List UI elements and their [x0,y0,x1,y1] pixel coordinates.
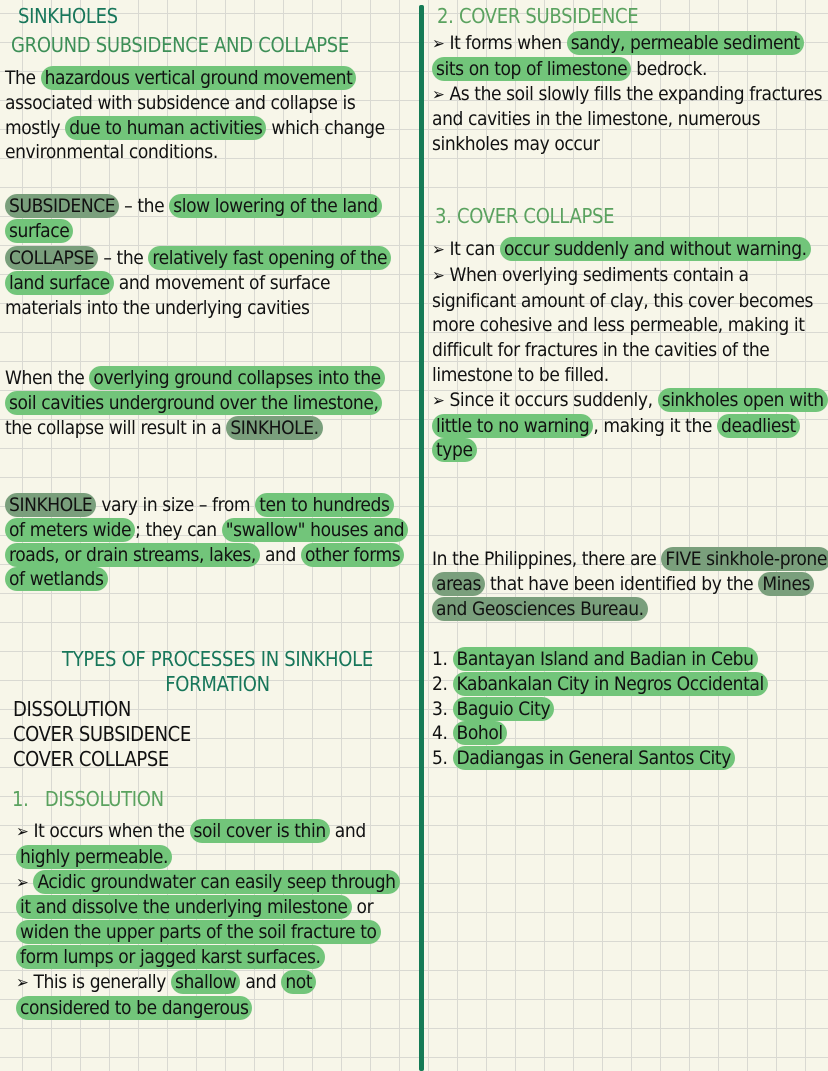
highlight: deadliest type [432,414,800,463]
area-list-item [432,746,828,771]
text: and [240,970,282,993]
highlight: soil cover is thin [190,819,330,843]
bullet [16,819,405,870]
text: This is generally [28,970,171,993]
dissolution-bullets [16,819,405,1020]
item-number: 1. [432,648,453,670]
subsidence-definition [5,194,410,244]
bullet [16,970,405,1021]
highlight: hazardous vertical ground movement [41,66,357,90]
arrow-bullet-icon: ➢ [432,265,445,286]
heading-number: 1. [12,787,29,811]
arrow-bullet-icon: ➢ [432,390,445,411]
text: ; they can [135,518,222,541]
text: As the soil slowly fills the expanding fractures and cavities in the limestone, numerous sinkholes may occur [432,82,823,156]
term-highlight: SUBSIDENCE [5,194,119,218]
highlight: sinkholes open with little to no warning [432,388,828,438]
text: and [259,543,301,566]
item-number: 5. [432,747,453,770]
heading-text: DISSOLUTION [44,787,164,811]
term-highlight: Mines and Geosciences Bureau. [432,572,814,621]
text: , making it the [593,414,718,437]
text: When overlying sediments contain a significant amount of clay, this cover becomes more cohesive and less permeable, making it difficult for fractures in the cavities of the limestone to be filled. [432,263,814,386]
highlight: not considered to be dangerous [16,970,316,1020]
bullet [432,263,828,388]
types-heading: TYPES OF PROCESSES IN SINKHOLE FORMATION [62,647,373,696]
page-subtitle: GROUND SUBSIDENCE AND COLLAPSE [11,33,349,57]
text: vary in size – from [96,494,256,516]
highlight: due to human activities [65,116,266,140]
arrow-bullet-icon: ➢ [16,872,29,893]
highlight: Baguio City [453,697,555,721]
term-highlight: SINKHOLE. [226,416,322,440]
area-list-item [432,672,828,697]
arrow-bullet-icon: ➢ [16,972,29,993]
text: the collapse will result in a [5,416,227,439]
area-list-item [432,697,828,722]
column-divider [419,5,424,1071]
highlight: sandy, permeable sediment sits on top of limestone [432,31,804,81]
text: that have been identified by the [484,572,759,595]
dissolution-heading [12,787,410,812]
item-number: 3. [432,697,453,720]
cover-subsidence-bullets [432,31,828,157]
text: associated with subsidence and collapse is mostly [5,91,356,139]
text: When the [5,367,90,389]
area-list-item [432,721,828,746]
highlight: Dadiangas in General Santos City [453,746,735,770]
highlight: shallow [171,970,240,994]
highlight: highly permeable. [16,845,172,869]
term-highlight: COLLAPSE [5,246,98,270]
types-list-item: COVER COLLAPSE [13,746,169,771]
bullet [432,237,828,263]
text: Since it occurs suddenly, [444,388,658,411]
text: – the [119,195,170,217]
cover-collapse-bullets [432,237,828,463]
text: and movement of surface materials into the underlying cavities [5,271,331,319]
arrow-bullet-icon: ➢ [432,34,445,54]
highlight: Bohol [453,721,507,745]
sinkhole-size-paragraph [5,493,410,592]
text: or [351,896,374,919]
bullet [16,870,405,970]
sinkhole-formation-paragraph [5,366,410,440]
highlight: widen the upper parts of the soil fracture to form lumps or jagged karst surfaces. [16,920,381,969]
highlight: ten to hundreds of meters wide [5,493,394,542]
arrow-bullet-icon: ➢ [16,822,29,842]
types-list-item: COVER SUBSIDENCE [13,721,191,746]
highlight: Acidic groundwater can easily seep through it and dissolve the underlying milestone [16,870,400,920]
types-list-item: DISSOLUTION [13,697,131,721]
bullet [432,388,828,463]
text: In the Philippines, there are [432,548,662,570]
arrow-bullet-icon: ➢ [432,240,445,260]
text: and [329,820,366,842]
cover-collapse-heading: 3. COVER COLLAPSE [435,204,615,228]
cover-subsidence-heading: 2. COVER SUBSIDENCE [437,4,639,28]
highlight: overlying ground collapses into the soil cavities underground over the limestone, [5,366,385,415]
highlight: slow lowering of the land surface [5,194,382,243]
highlight: occur suddenly and without warning. [500,237,811,261]
text: It can [444,238,500,260]
text: bedrock. [631,57,708,80]
highlight: Bantayan Island and Badian in Cebu [453,647,758,671]
text: It occurs when the [28,820,190,842]
page-title: SINKHOLES [18,4,118,28]
collapse-definition [5,246,410,320]
highlight: "swallow" houses and roads, or drain streams, lakes, [5,518,408,567]
text: – the [98,247,149,269]
term-highlight: FIVE sinkhole-prone areas [432,547,828,596]
philippines-paragraph [432,547,828,621]
item-number: 2. [432,672,453,695]
bullet [432,82,828,157]
text: It forms when [444,32,567,54]
highlight: relatively fast opening of the land surface [5,246,391,295]
item-number: 4. [432,722,453,745]
arrow-bullet-icon: ➢ [432,84,445,105]
intro-paragraph [5,66,410,165]
text: which change environmental conditions. [5,116,385,164]
highlight: other forms of wetlands [5,543,404,592]
highlight: Kabankalan City in Negros Occidental [453,672,768,696]
types-list [13,697,410,771]
sinkhole-areas-list [432,647,828,771]
area-list-item [432,647,828,672]
bullet [432,31,828,82]
text: The [5,67,41,89]
term-highlight: SINKHOLE [5,493,96,517]
